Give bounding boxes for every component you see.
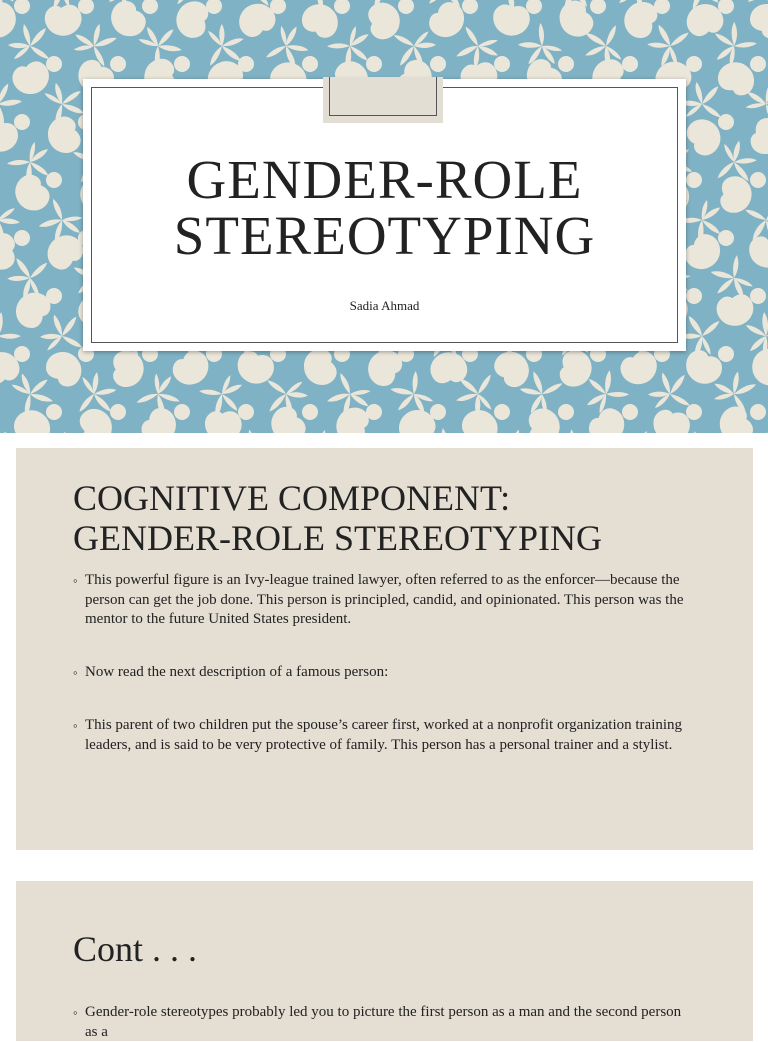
title-line-2: STEREOTYPING — [173, 205, 596, 266]
dot-shape — [526, 0, 542, 14]
dot-shape — [174, 56, 190, 72]
leaf-shape — [208, 23, 245, 66]
dot-shape — [430, 404, 446, 420]
paisley-shape — [44, 351, 82, 388]
dot-shape — [494, 404, 510, 420]
dot-shape — [718, 230, 734, 246]
title-slide — [0, 0, 768, 433]
list-item: ◦ Now read the next description of a famous person: — [73, 663, 693, 683]
paisley-shape — [685, 348, 723, 385]
dot-shape — [46, 56, 62, 72]
dot-shape — [302, 404, 318, 420]
leaf-shape — [680, 82, 722, 118]
dot-shape — [686, 172, 702, 188]
dot-shape — [590, 0, 606, 14]
bullet-list — [73, 571, 693, 755]
presentation-title — [83, 149, 686, 266]
decorative-tab — [323, 77, 443, 123]
dot-shape — [14, 346, 30, 362]
dot-shape — [750, 404, 766, 420]
title-card — [83, 79, 686, 351]
dot-shape — [750, 56, 766, 72]
list-item: ◦ Gender-role stereotypes probably led you to picture the first person as a man and the second person as a — [73, 1003, 693, 1042]
dot-shape — [238, 404, 254, 420]
paisley-shape — [748, 2, 768, 40]
dot-shape — [686, 404, 702, 420]
dot-shape — [334, 0, 350, 14]
leaf-shape — [456, 375, 492, 417]
paisley-shape — [744, 343, 768, 392]
dot-shape — [110, 404, 126, 420]
dot-shape — [14, 0, 30, 14]
cognitive-component-slide — [16, 448, 753, 850]
paisley-shape — [683, 231, 723, 272]
dot-shape — [494, 56, 510, 72]
dot-shape — [206, 0, 222, 14]
leaf-shape — [38, 312, 82, 350]
dot-shape — [750, 288, 766, 304]
dot-shape — [718, 346, 734, 362]
paisley-shape — [140, 406, 177, 433]
dot-shape — [462, 0, 478, 14]
title-line-1: GENDER-ROLE — [186, 149, 583, 210]
dot-shape — [110, 56, 126, 72]
slide-heading: Cont . . . — [73, 929, 198, 969]
dot-shape — [142, 0, 158, 14]
dot-shape — [174, 404, 190, 420]
dot-shape — [46, 288, 62, 304]
dot-shape — [238, 56, 254, 72]
dot-shape — [558, 404, 574, 420]
dot-shape — [366, 404, 382, 420]
paisley-shape — [0, 2, 16, 38]
dot-shape — [622, 56, 638, 72]
author-name: Sadia Ahmad — [349, 298, 420, 313]
paisley-shape — [747, 116, 768, 157]
dot-shape — [430, 56, 446, 72]
dot-shape — [366, 56, 382, 72]
paisley-shape — [427, 0, 467, 40]
dot-shape — [686, 288, 702, 304]
dot-shape — [622, 404, 638, 420]
dot-shape — [686, 56, 702, 72]
dot-shape — [302, 56, 318, 72]
paisley-shape — [368, 350, 402, 386]
list-item: ◦ This parent of two children put the spouse’s career first, worked at a nonprofit organization training leaders, and is said to be very protective of family. This person has a personal trainer and a stylist. — [73, 716, 693, 755]
dot-shape — [750, 172, 766, 188]
paisley-shape — [586, 404, 628, 433]
dot-shape — [398, 0, 414, 14]
list-item: ◦ This powerful figure is an Ivy-league trained lawyer, often referred to as the enforcer—because the person can get the job done. This person is principled, candid, and opinionated. This person was the mentor to the future United States president. — [73, 571, 693, 630]
dot-shape — [78, 0, 94, 14]
dot-shape — [46, 172, 62, 188]
dot-shape — [14, 230, 30, 246]
paisley-shape — [462, 410, 498, 433]
leaf-shape — [8, 24, 49, 59]
dot-shape — [558, 56, 574, 72]
heading-line-1: COGNITIVE COMPONENT: — [73, 478, 511, 518]
decorative-tab-inner — [329, 77, 437, 116]
heading-line-2: GENDER-ROLE STEREOTYPING — [73, 518, 602, 558]
bullet-list — [73, 1003, 693, 1042]
dot-shape — [14, 114, 30, 130]
leaf-shape — [751, 429, 768, 433]
paisley-shape — [301, 3, 339, 40]
cont-slide — [16, 881, 753, 1041]
dot-shape — [46, 404, 62, 420]
dot-shape — [718, 114, 734, 130]
slide-heading — [73, 478, 733, 558]
